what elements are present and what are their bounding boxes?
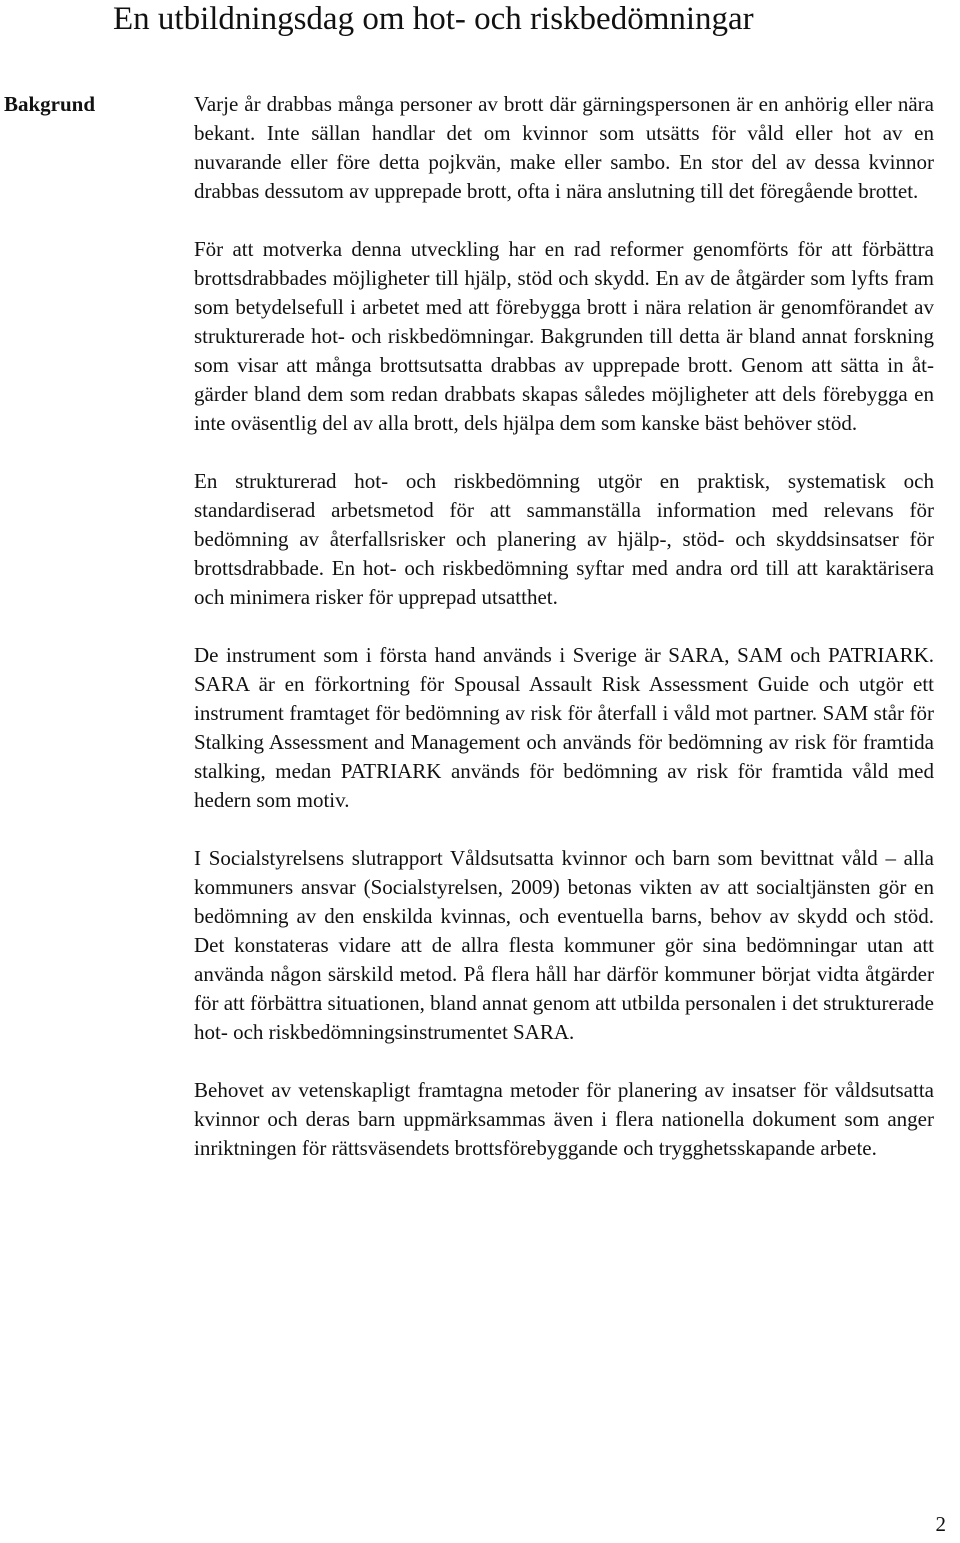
body-text <box>194 90 934 1192</box>
paragraph: I Socialstyrelsens slutrapport Våldsutsatta kvinnor och barn som bevittnat våld – alla kommuners ansvar (Socialstyrelsen, 2009) betonas vikten av att socialtjänsten gör en bedömning av den enskilda kvinnas, och eventuella barns, behov av skydd och stöd. Det konstateras vidare att de allra flesta kommuner gör sina bedömningar utan att använda någon särskild metod. På flera håll har därför kommuner börjat vidta åtgärder för att förbättra situationen, bland annat genom att utbilda personalen i det strukturerade hot- och riskbedömningsinstrumentet SARA. <box>194 846 935 1044</box>
paragraph: Behovet av vetenskapligt framtagna metoder för planering av insatser för våldsutsatta kvinnor och deras barn uppmärksammas även i flera nationella dokument som anger inriktningen för rättsväsendets brottsförebyggande och trygghetsskapande arbete. <box>194 1078 934 1160</box>
paragraph: De instrument som i första hand används i Sverige är SARA, SAM och PATRIARK. SARA är en förkortning för Spousal Assault Risk Assessment Guide och utgör ett instrument framtaget för bedömning av risk för återfall i våld mot partner. SAM står för Stalking Assessment and Management och används för bedömning av risk för framtida stalking, medan PATRIARK används för bedömning av risk för framtida våld med hedern som motiv. <box>194 643 934 812</box>
page-title: En utbildningsdag om hot- och riskbedömningar <box>113 1 754 37</box>
paragraph: För att motverka denna utveckling har en rad reformer genomförts för att förbättra brottsdrabbades möjligheter till hjälp, stöd och skydd. En av de åtgärder som lyfts fram som betydelsefull i arbetet med att förebygga brott i nära relation är genomförandet av strukturerade hot- och riskbedömningar. Bakgrunden till detta är bland annat forskning som visar att många brottsutsatta drabbas av upprepade brott. Genom att sätta in åtgärder bland dem som redan drabbats skapas således möjligheter att dels förebygga en inte oväsentlig del av alla brott, dels hjälpa dem som kanske bäst behöver stöd. <box>194 237 934 435</box>
paragraph: Varje år drabbas många personer av brott där gärningspersonen är en anhörig eller nära bekant. Inte sällan handlar det om kvinnor som utsätts för våld eller hot av en nuvarande eller före detta pojkvän, make eller sambo. En stor del av dessa kvinnor drabbas dessutom av upprepade brott, ofta i nära anslutning till det föregående brottet. <box>194 92 934 203</box>
section-label: Bakgrund <box>4 92 96 116</box>
paragraph: En strukturerad hot- och riskbedömning utgör en praktisk, systematisk och standardiserad arbetsmetod för att sammanställa information med relevans för bedömning av återfallsrisker och planering av hjälp-, stöd- och skyddsinsatser för brottsdrabbade. En hot- och riskbedömning syftar med andra ord till att karaktärisera och minimera risker för upprepad utsatthet. <box>194 469 934 609</box>
page-number: 2 <box>935 1512 946 1536</box>
